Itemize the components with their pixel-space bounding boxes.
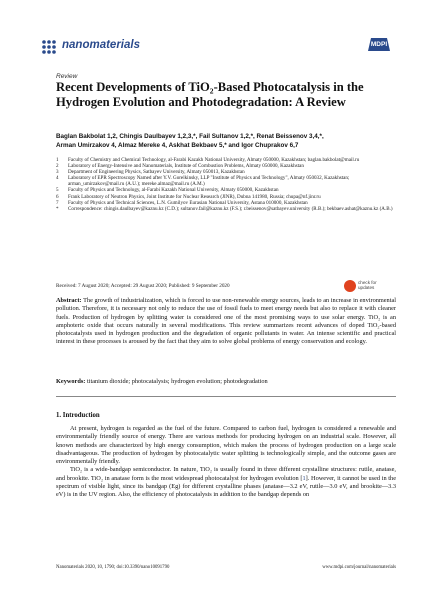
intro-paragraph-2: TiO₂ is a wide-bandgap semiconductor. In nature, TiO₂ is usually found in three different crystalline structures: rutile, anatase, and brookite. TiO₂ in anatase form is the most widespread photocatalyst for hydrogen evolution [1]. However, it cannot be used in the spectrum of visible light, since its bandgap (Eg) for different crystalline phases (anatase—3.2 eV, rutile—3.0 eV, and brookite—3.3 eV) is in the UV region. Also, the efficiency of photocatalysis in addition to the bandgap depends on bbox=[56, 466, 396, 499]
author-line-2: Arman Umirzakov 4, Almaz Mereke 4, Askhat Bekbaev 5,* and Igor Chuprakov 6,7 bbox=[56, 142, 299, 149]
footer-journal-url[interactable]: www.mdpi.com/journal/nanomaterials bbox=[322, 565, 396, 570]
author-line-1: Baglan Bakbolat 1,2, Chingis Daulbayev 1,2,3,*, Fail Sultanov 1,2,*, Renat Beissenov 3,4,*, bbox=[56, 133, 324, 140]
affiliation-item: 3 Department of Engineering Physics, Satbayev University, Almaty 050013, Kazakhstan bbox=[56, 169, 245, 176]
check-for-updates-badge[interactable] bbox=[344, 279, 384, 295]
section-divider bbox=[56, 396, 396, 397]
abstract bbox=[56, 297, 396, 347]
update-badge-icon bbox=[344, 280, 356, 292]
keywords bbox=[56, 378, 396, 386]
article-type: Review bbox=[56, 73, 78, 80]
correspondence: * Correspondence: chingis.daulbayev@kaznu.kz (C.D.); sultanov.fail@kaznu.kz (F.S.); r.beissenov@satbayev.university (R.B.); bekbaev.ashat@kaznu.kz (A.B.) bbox=[56, 205, 393, 212]
affiliation-item: 4 Laboratory of EPR Spectroscopy Named after Y.V. Gorelkinsky, LLP "Institute of Physics and Technology", Almaty 050032, Kazakhstan; arman_umirzakov@mail.ru (A.U.); mereke.almaz@mail.ru (A.M.) bbox=[56, 175, 350, 188]
journal-logo-icon bbox=[40, 38, 58, 56]
affiliation-item: 6 Frank Laboratory of Neutron Physics, Joint Institute for Nuclear Research (JINR), Dubna 141980, Russia; chupa@nf.jinr.ru bbox=[56, 193, 321, 200]
affiliation-list bbox=[56, 157, 396, 212]
paper-title: Recent Developments of TiO₂-Based Photocatalysis in the Hydrogen Evolution and Photodegradation: A Review bbox=[56, 80, 364, 109]
mdpi-logo-text: MDPI bbox=[370, 41, 388, 48]
section-heading: 1. Introduction bbox=[56, 412, 100, 419]
abstract-text: The growth of industrialization, which is forced to use non-renewable energy sources, leads to an increase in environmental pollution. Therefore, it is necessary not only to reduce the use of fossil fuels to meet energy needs but also to replace it with cleaner fuels. Production of hydrogen by splitting water is considered one of the most promising ways to use solar energy. TiO₂ is an amphoteric oxide that occurs naturally in several modifications. This review summarizes recent advances of doped TiO₂-based photocatalysts used in hydrogen production and the degradation of organic pollutants in water. An intense scientific and practical interest in these processes is aroused by the fact that they aim to solve global problems of energy conservation and ecology. bbox=[56, 297, 396, 346]
keywords-text: titanium dioxide; photocatalysis; hydrogen evolution; photodegradation bbox=[86, 378, 268, 385]
author-list bbox=[56, 132, 396, 150]
citation-link[interactable]: 1 bbox=[302, 474, 306, 482]
abstract-label: Abstract: bbox=[56, 297, 82, 304]
journal-name: nanomaterials bbox=[62, 39, 140, 51]
affiliation-item: 5 Faculty of Physics and Technology, al-Farabi Kazakh National University, Almaty 050000, Kazakhstan bbox=[56, 187, 279, 194]
affiliation-item: 7 Faculty of Physics and Technical Sciences, L.N. Gumilyov Eurasian National University, Astana 010000, Kazakhstan bbox=[56, 199, 308, 206]
affiliation-item: 2 Laboratory of Energy-Intensive and Nanomaterials, Institute of Combustion Problems, Almaty 050000, Kazakhstan bbox=[56, 163, 304, 170]
affiliation-item: 1 Faculty of Chemistry and Chemical Technology, al-Farabi Kazakh National University, Almaty 050000, Kazakhstan; baglan.bakbolat@mail.ru bbox=[56, 157, 360, 163]
check-updates-line2: updates bbox=[358, 285, 375, 291]
footer-citation: Nanomaterials 2020, 10, 1790; doi:10.3390/nano10091790 bbox=[56, 565, 170, 570]
keywords-label: Keywords: bbox=[56, 378, 86, 385]
intro-paragraph-1: At present, hydrogen is regarded as the fuel of the future. Compared to carbon fuel, hydrogen is considered a renewable and environmentally friendly source of energy. There are various methods for producing hydrogen on an industrial scale. However, all known methods are characterized by high energy consumption, which makes the process of hydrogen production on a large scale disadvantageous. The production of hydrogen by photocatalytic water splitting is technologically simple, and the outcome gases are environmentally friendly. bbox=[56, 425, 396, 466]
check-updates-line1: check for bbox=[358, 280, 377, 285]
introduction-body bbox=[56, 425, 396, 500]
publication-dates: Received: 7 August 2020; Accepted: 29 August 2020; Published: 9 September 2020 bbox=[56, 283, 230, 289]
